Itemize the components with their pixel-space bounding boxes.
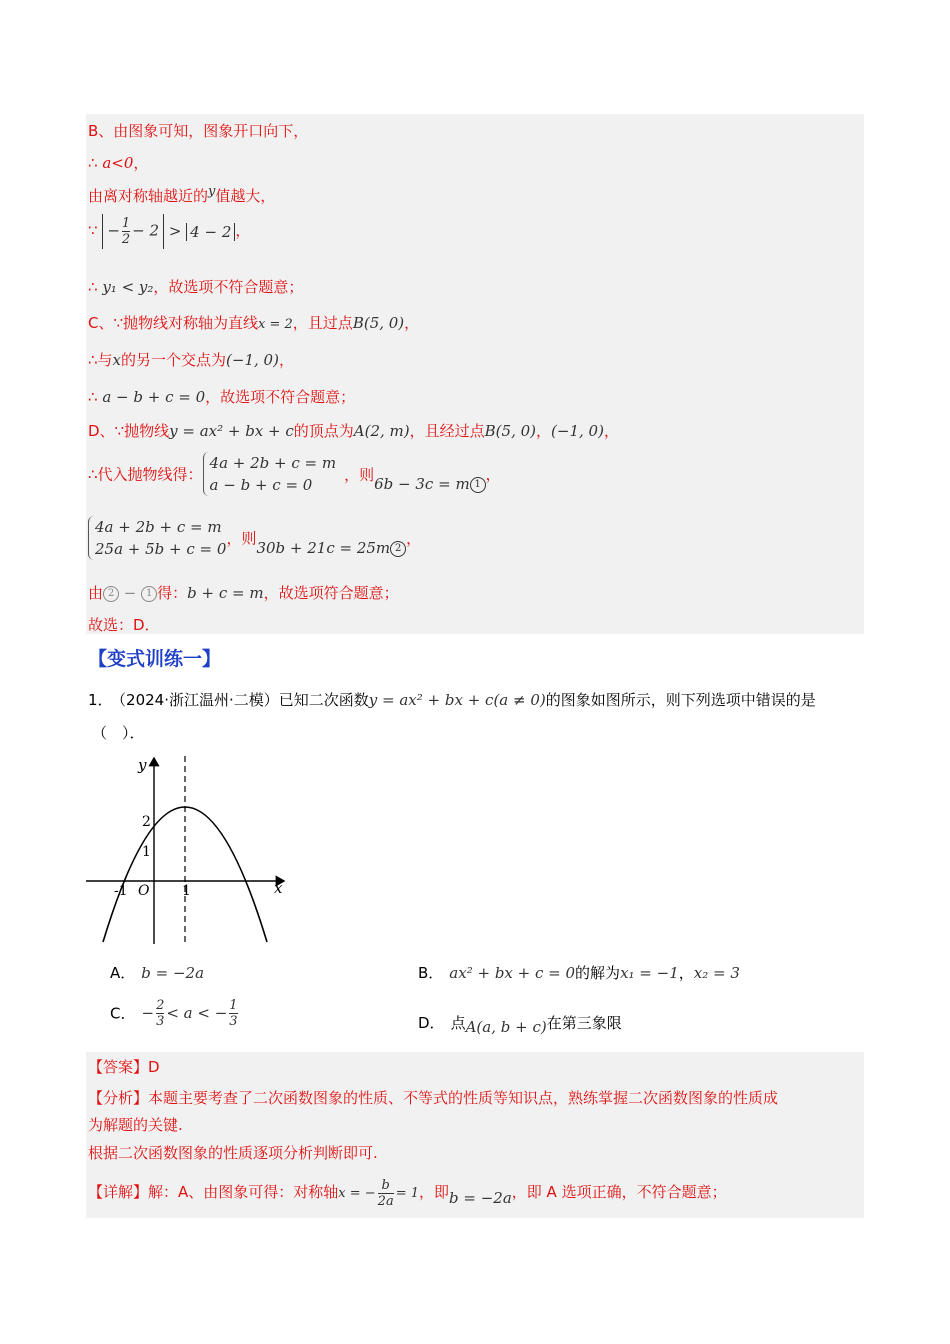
punct: ， (235, 221, 251, 240)
option-b[interactable] (418, 962, 740, 983)
origin-label: O (138, 883, 150, 899)
text: 点 (450, 1014, 466, 1032)
option-c[interactable] (110, 998, 240, 1029)
punct: ， (406, 529, 422, 548)
solution-b-line4 (88, 214, 250, 249)
equation-system-1 (203, 452, 337, 496)
text: ，故选项不符合题意； (153, 278, 304, 296)
math-point: (−1, 0) (226, 351, 279, 369)
text: ，且经过点 (409, 422, 485, 440)
analysis-line2: 为解题的关键. (88, 1116, 183, 1134)
text: ∴代入抛物线得： (88, 465, 203, 484)
question-line (88, 689, 816, 710)
option-c-label: C． (110, 1004, 136, 1023)
circled-number: 2 (103, 586, 119, 602)
punct: ， (485, 465, 501, 484)
text: 的图象如图所示，则下列选项中错误的是 (545, 691, 816, 709)
text: 的解为 (575, 964, 621, 982)
detail-tag: 【详解】 (88, 1183, 149, 1201)
result-1 (374, 475, 486, 493)
math-point: (−1, 0) (551, 422, 604, 440)
solution-d-line4 (88, 582, 399, 603)
text: 解：A、由图象可得：对称轴 (148, 1183, 339, 1201)
equation: 4a + 2b + c = m (209, 454, 337, 472)
option-c-math: − $\frac{2}{3}$ < a < − $\frac{1}{3}$ (141, 998, 238, 1029)
therefore-symbol: ∴ (88, 388, 103, 406)
math-y: y (208, 184, 216, 199)
text: C、∵抛物线对称轴为直线 (88, 314, 259, 332)
math-y1-lt-y2: y₁ < y₂ (102, 278, 154, 296)
text: 由 (88, 584, 104, 602)
text: 本题主要考查了二次函数图象的性质、不等式的性质等知识点，熟练掌握二次函数图象的性质成 (148, 1089, 779, 1107)
question-number: 1． (88, 691, 113, 709)
equation: 4a + 2b + c = m (95, 518, 222, 536)
equation-system-2 (88, 516, 226, 560)
text: 由离对称轴越近的 (88, 187, 209, 205)
question-source: （2024·浙江温州·二模） (118, 691, 279, 709)
text: D、∵抛物线 (88, 422, 170, 440)
text: 得： (157, 584, 188, 602)
text: ，故选项不符合题意； (205, 388, 356, 406)
circled-number: 1 (470, 477, 486, 493)
solution-b-line2 (88, 152, 148, 173)
tick-label-1-x: 1 (182, 883, 191, 899)
text: ，且过点 (292, 314, 353, 332)
math-function: y = ax² + bx + c(a ≠ 0) (368, 691, 546, 709)
frac-den: 2a (377, 1194, 394, 1209)
punct: ， (133, 154, 149, 172)
y-axis-label: y (138, 756, 147, 774)
text: 的顶点为 (293, 422, 354, 440)
text: 值越大， (215, 187, 276, 205)
option-b-label: B． (418, 964, 444, 982)
text: ，即 A 选项正确，不符合题意； (511, 1183, 727, 1201)
math-eq: a − b + c = 0 (102, 388, 206, 406)
math-x1: x₁ = −1 (620, 964, 679, 982)
therefore-symbol: ∴ (88, 154, 103, 172)
solution-c-line1 (88, 312, 419, 333)
solution-d-line3 (88, 516, 421, 560)
math-eq: 6b − 3c = m (374, 475, 470, 493)
text: ，则 (344, 465, 375, 484)
text: 的另一个交点为 (121, 351, 227, 369)
math-x: x (112, 351, 122, 369)
option-a-math: b = −2a (141, 964, 205, 982)
tick-label-1-y: 1 (142, 844, 151, 860)
solution-b-line3 (88, 184, 275, 206)
analysis-line1 (88, 1087, 778, 1108)
option-a-label: A． (110, 964, 136, 982)
math-parabola: y = ax² + bx + c (169, 422, 294, 440)
tick-label-neg1: -1 (114, 883, 128, 899)
math-point-b: B(5, 0) (484, 422, 537, 440)
punct: ， (404, 314, 420, 332)
therefore-symbol: ∴ (88, 278, 103, 296)
option-d-label: D． (418, 1014, 445, 1032)
option-b-math: ax² + bx + c = 0 (449, 964, 576, 982)
minus: − (119, 584, 142, 602)
math-point-a: A(2, m) (353, 422, 410, 440)
text: ，则 (226, 529, 257, 548)
math-x-eq: x = − (338, 1186, 376, 1201)
solution-c-line3 (88, 386, 355, 407)
punct: ， (603, 422, 619, 440)
analysis-tag: 【分析】 (88, 1089, 149, 1107)
parabola-graph (84, 752, 296, 948)
question-paren: （ ）． (92, 724, 145, 742)
math-x2: x₂ = 3 (693, 964, 740, 982)
x-axis-label: x (274, 879, 283, 897)
result-2 (256, 539, 406, 557)
solution-b-line1: B、由图象可知，图象开口向下， (88, 122, 309, 140)
text: 在第三象限 (546, 1014, 622, 1032)
detail-line (88, 1178, 727, 1209)
text: 已知二次函数 (278, 691, 369, 709)
math-a-lt-0: a<0 (102, 154, 134, 172)
answer-value: D (148, 1058, 160, 1076)
because-symbol: ∵ (88, 221, 103, 240)
solution-b-line5 (88, 276, 303, 297)
analysis-line3: 根据二次函数图象的性质逐项分析判断即可. (88, 1144, 378, 1162)
abs-comparison: − $\frac{1}{2}$ − 2 > 4 − 2 (102, 222, 235, 240)
text: ，故选项符合题意； (263, 584, 399, 602)
equation: a − b + c = 0 (209, 476, 313, 494)
option-d[interactable] (418, 1012, 622, 1036)
math-eq-1: = 1 (395, 1186, 419, 1201)
tick-label-2: 2 (142, 814, 151, 830)
math-x-eq-2: x = 2 (258, 317, 293, 332)
math-eq: 30b + 21c = 25m (256, 539, 391, 557)
punct: ， (678, 964, 694, 982)
math-b-eq: b = −2a (449, 1189, 512, 1207)
math-point-b: B(5, 0) (352, 314, 405, 332)
circled-number: 2 (390, 541, 406, 557)
answer-tag: 【答案】 (88, 1058, 149, 1076)
punct: ， (536, 422, 552, 440)
text: ∴与 (88, 351, 113, 369)
solution-d-line1 (88, 420, 619, 441)
math-point-a: A(a, b + c) (465, 1018, 547, 1036)
solution-c-line2 (88, 349, 294, 370)
answer-line (88, 1056, 160, 1077)
equation: 25a + 5b + c = 0 (95, 540, 227, 558)
text: ，即 (419, 1183, 450, 1201)
punct: ， (278, 351, 294, 369)
circled-number: 1 (141, 586, 157, 602)
math-eq: b + c = m (187, 584, 264, 602)
frac-num: b (381, 1178, 390, 1193)
section-heading: 【变式训练一】 (88, 648, 222, 670)
solution-final: 故选：D． (88, 616, 160, 634)
option-a[interactable] (110, 962, 204, 983)
solution-d-line2 (88, 452, 501, 496)
